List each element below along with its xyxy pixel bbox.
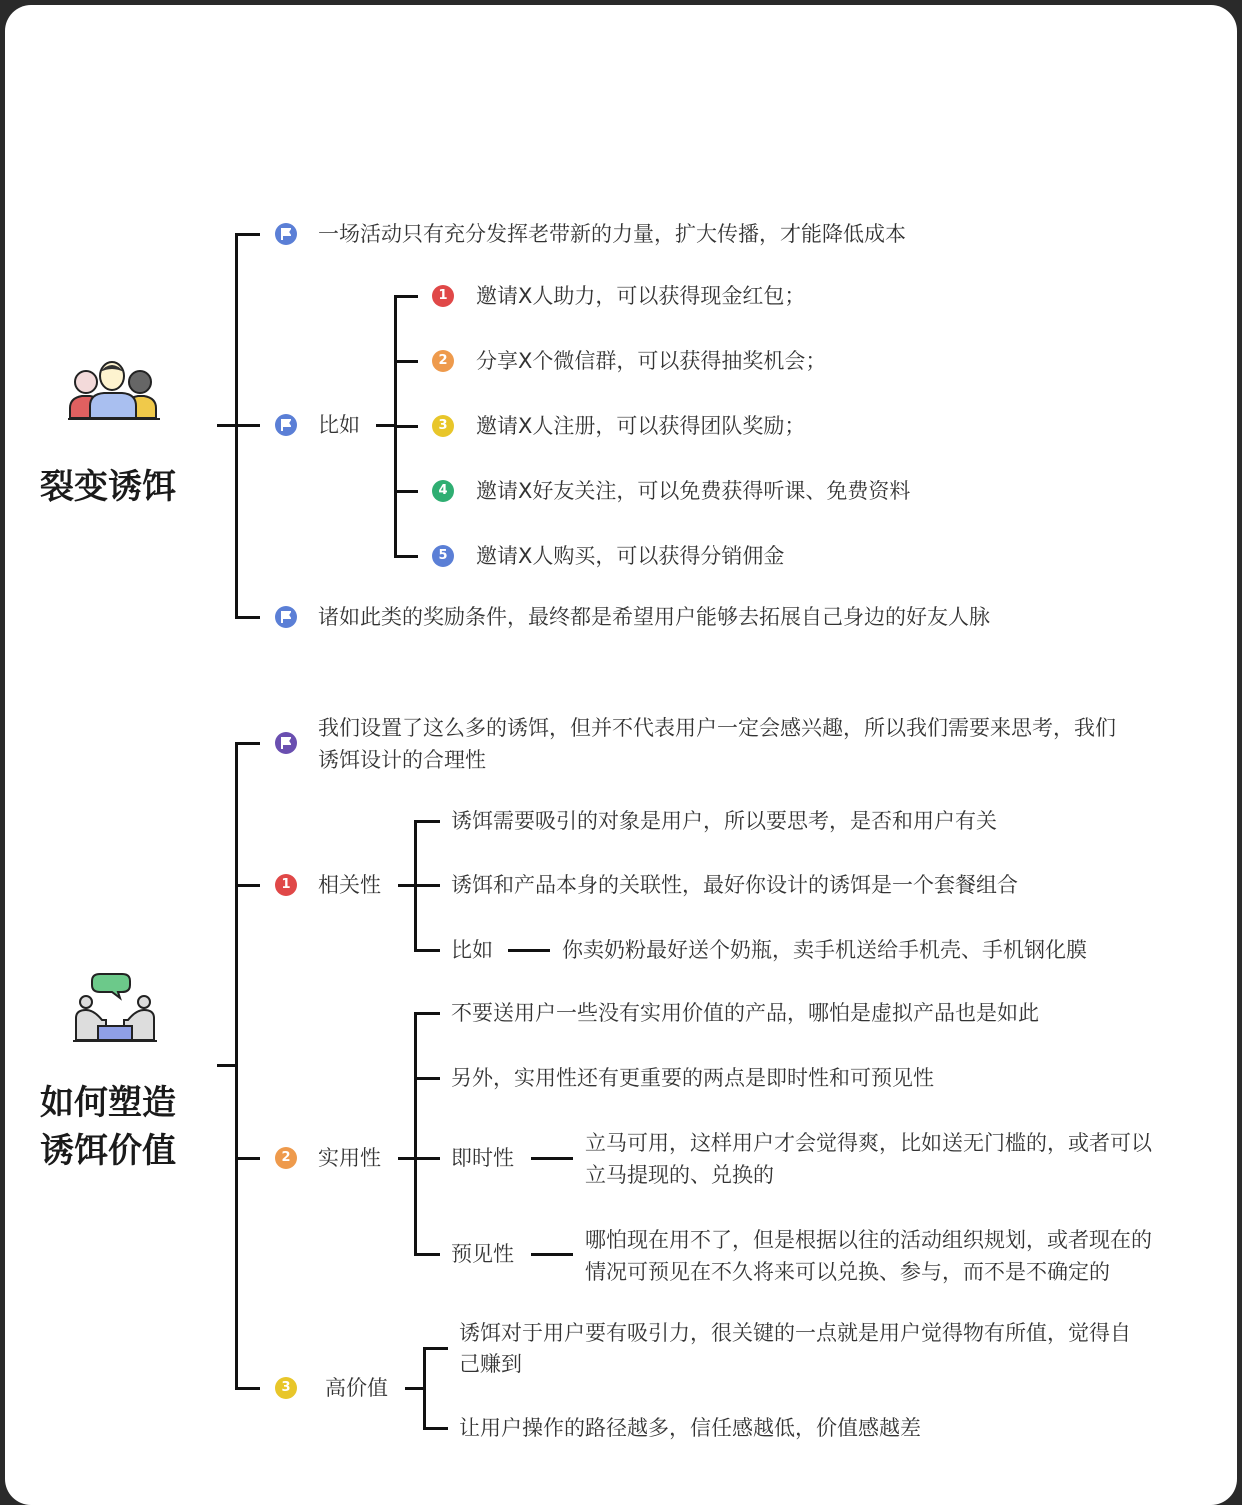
connector <box>414 1012 417 1256</box>
intro-text-line2: 诱饵设计的合理性 <box>318 748 486 772</box>
example-text: 你卖奶粉最好送个奶瓶，卖手机送给手机壳、手机钢化膜 <box>562 938 1087 962</box>
flag-icon <box>275 606 297 628</box>
node-text: 一场活动只有充分发挥老带新的力量，扩大传播，才能降低成本 <box>318 222 906 246</box>
immediacy-text-line1: 立马可用，这样用户才会觉得爽，比如送无门槛的，或者可以 <box>585 1131 1152 1155</box>
connector <box>235 742 238 1390</box>
connector <box>217 424 237 427</box>
connector <box>414 949 440 952</box>
number-3-icon: 3 <box>432 415 454 437</box>
connector <box>235 1157 260 1160</box>
connector <box>414 1012 440 1015</box>
connector <box>235 424 260 427</box>
foresee-text-line1: 哪怕现在用不了，但是根据以往的活动组织规划，或者现在的 <box>585 1228 1152 1252</box>
section1-title: 裂变诱饵 <box>40 467 176 507</box>
section2-title-line1: 如何塑造 <box>40 1083 176 1123</box>
immediacy-label: 即时性 <box>451 1146 514 1170</box>
node-text: 诸如此类的奖励条件，最终都是希望用户能够去拓展自己身边的好友人脉 <box>318 605 990 629</box>
connector <box>394 555 418 558</box>
connector <box>235 1387 260 1390</box>
example-label: 比如 <box>451 938 493 962</box>
connector <box>235 616 260 619</box>
connector <box>235 742 260 745</box>
people-group-icon <box>66 360 162 424</box>
connector <box>414 820 440 823</box>
connector <box>414 1157 440 1160</box>
connector <box>414 1253 440 1256</box>
connector <box>423 1427 448 1430</box>
section2-title-line2: 诱饵价值 <box>40 1131 176 1171</box>
connector <box>405 1387 425 1390</box>
connector <box>394 360 418 363</box>
connector <box>414 884 440 887</box>
example-text: 邀请X人购买，可以获得分销佣金 <box>476 544 785 568</box>
example-text: 邀请X人助力，可以获得现金红包； <box>476 284 806 308</box>
node-text: 比如 <box>318 413 360 437</box>
connector <box>414 1077 440 1080</box>
connector <box>376 424 396 427</box>
node-text: 不要送用户一些没有实用价值的产品，哪怕是虚拟产品也是如此 <box>451 1001 1039 1025</box>
number-4-icon: 4 <box>432 480 454 502</box>
number-1-icon: 1 <box>432 285 454 307</box>
connector <box>508 949 550 952</box>
connector <box>235 884 260 887</box>
connector <box>531 1253 573 1256</box>
connector <box>235 233 260 236</box>
number-3-icon: 3 <box>275 1377 297 1399</box>
connector <box>217 1064 237 1067</box>
node-text-line2: 己赚到 <box>459 1352 522 1376</box>
connector <box>531 1157 573 1160</box>
meeting-discussion-icon <box>72 970 158 1046</box>
flag-icon <box>275 732 297 754</box>
example-text: 分享X个微信群，可以获得抽奖机会； <box>476 349 827 373</box>
node-text: 诱饵需要吸引的对象是用户，所以要思考，是否和用户有关 <box>451 809 997 833</box>
foresee-label: 预见性 <box>451 1242 514 1266</box>
node-text: 另外，实用性还有更重要的两点是即时性和可预见性 <box>451 1066 934 1090</box>
high-value-label: 高价值 <box>325 1376 388 1400</box>
connector <box>423 1347 448 1350</box>
connector <box>394 490 418 493</box>
number-1-icon: 1 <box>275 874 297 896</box>
practical-label: 实用性 <box>318 1146 381 1170</box>
example-text: 邀请X人注册，可以获得团队奖励； <box>476 414 806 438</box>
node-text: 诱饵和产品本身的关联性，最好你设计的诱饵是一个套餐组合 <box>451 873 1018 897</box>
relevance-label: 相关性 <box>318 873 381 897</box>
number-5-icon: 5 <box>432 545 454 567</box>
flag-icon <box>275 223 297 245</box>
node-text-line1: 诱饵对于用户要有吸引力，很关键的一点就是用户觉得物有所值，觉得自 <box>459 1321 1131 1345</box>
intro-text-line1: 我们设置了这么多的诱饵，但并不代表用户一定会感兴趣，所以我们需要来思考，我们 <box>318 716 1116 740</box>
connector <box>394 295 418 298</box>
foresee-text-line2: 情况可预见在不久将来可以兑换、参与，而不是不确定的 <box>585 1260 1110 1284</box>
number-2-icon: 2 <box>432 350 454 372</box>
connector <box>394 425 418 428</box>
connector <box>423 1347 426 1430</box>
example-text: 邀请X好友关注，可以免费获得听课、免费资料 <box>476 479 911 503</box>
flag-icon <box>275 414 297 436</box>
number-2-icon: 2 <box>275 1147 297 1169</box>
immediacy-text-line2: 立马提现的、兑换的 <box>585 1163 774 1187</box>
node-text: 让用户操作的路径越多，信任感越低，价值感越差 <box>459 1416 921 1440</box>
